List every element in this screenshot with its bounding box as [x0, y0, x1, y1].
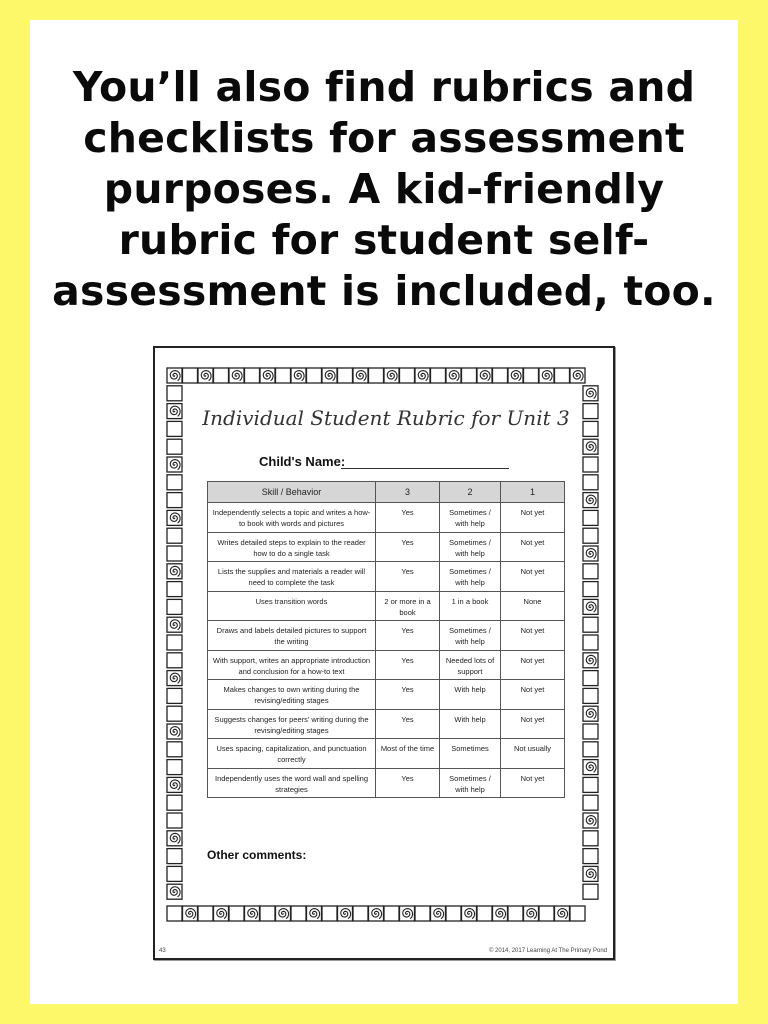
spiral-square-icon — [431, 906, 446, 921]
empty-square-icon — [167, 386, 182, 401]
spiral-square-icon — [167, 777, 182, 792]
empty-square-icon — [583, 831, 598, 846]
rating-cell: Yes — [376, 532, 440, 562]
empty-square-icon — [583, 404, 598, 419]
spiral-square-icon — [353, 368, 368, 383]
spiral-square-icon — [229, 368, 244, 383]
rubric-table — [207, 481, 565, 798]
table-row — [208, 562, 565, 592]
empty-square-icon — [369, 368, 384, 383]
empty-square-icon — [583, 528, 598, 543]
empty-square-icon — [583, 777, 598, 792]
header-cell: 1 — [501, 482, 565, 503]
spiral-square-icon — [583, 493, 598, 508]
spiral-square-icon — [570, 368, 585, 383]
skill-cell: Independently uses the word wall and spelling strategies — [208, 768, 376, 798]
empty-square-icon — [167, 760, 182, 775]
spiral-square-icon — [477, 368, 492, 383]
empty-square-icon — [167, 706, 182, 721]
empty-square-icon — [583, 510, 598, 525]
rating-cell: Not yet — [501, 532, 565, 562]
empty-square-icon — [508, 906, 523, 921]
skill-cell: With support, writes an appropriate introduction and conclusion for a how-to text — [208, 650, 376, 680]
empty-square-icon — [167, 635, 182, 650]
spiral-square-icon — [583, 706, 598, 721]
empty-square-icon — [183, 368, 198, 383]
headline: You’ll also find rubrics and checklists for assessment purposes. A kid-friendly rubric for student self-assessment is included, too. — [52, 63, 716, 315]
spiral-square-icon — [384, 368, 399, 383]
spiral-square-icon — [583, 386, 598, 401]
spiral-square-icon — [583, 439, 598, 454]
spiral-square-icon — [260, 368, 275, 383]
other-comments-label: Other comments: — [207, 848, 307, 862]
skill-cell: Uses spacing, capitalization, and punctuation correctly — [208, 739, 376, 769]
document-title: Individual Student Rubric for Unit 3 — [202, 406, 570, 430]
rubric-page-preview — [153, 346, 615, 960]
table-row — [208, 709, 565, 739]
empty-square-icon — [167, 795, 182, 810]
skill-cell: Draws and labels detailed pictures to support the writing — [208, 621, 376, 651]
empty-square-icon — [477, 906, 492, 921]
spiral-square-icon — [400, 906, 415, 921]
table-row — [208, 650, 565, 680]
spiral-square-icon — [338, 906, 353, 921]
spiral-square-icon — [276, 906, 291, 921]
empty-square-icon — [229, 906, 244, 921]
empty-square-icon — [167, 866, 182, 881]
empty-square-icon — [291, 906, 306, 921]
spiral-square-icon — [291, 368, 306, 383]
spiral-square-icon — [198, 368, 213, 383]
rating-cell: Sometimes / with help — [440, 503, 501, 533]
rating-cell: 1 in a book — [440, 591, 501, 621]
table-row — [208, 739, 565, 769]
empty-square-icon — [384, 906, 399, 921]
empty-square-icon — [570, 906, 585, 921]
empty-square-icon — [167, 546, 182, 561]
spiral-square-icon — [415, 368, 430, 383]
rating-cell: Not yet — [501, 709, 565, 739]
empty-square-icon — [583, 671, 598, 686]
spiral-square-icon — [583, 546, 598, 561]
table-row — [208, 503, 565, 533]
empty-square-icon — [462, 368, 477, 383]
spiral-square-icon — [183, 906, 198, 921]
page-number: 43 — [159, 948, 166, 954]
table-row — [208, 621, 565, 651]
empty-square-icon — [167, 813, 182, 828]
spiral-square-icon — [167, 884, 182, 899]
empty-square-icon — [493, 368, 508, 383]
empty-square-icon — [583, 635, 598, 650]
empty-square-icon — [167, 493, 182, 508]
empty-square-icon — [583, 457, 598, 472]
spiral-square-icon — [555, 906, 570, 921]
empty-square-icon — [539, 906, 554, 921]
spiral-square-icon — [167, 724, 182, 739]
empty-square-icon — [583, 688, 598, 703]
spiral-square-icon — [322, 368, 337, 383]
empty-square-icon — [555, 368, 570, 383]
spiral-square-icon — [214, 906, 229, 921]
skill-cell: Makes changes to own writing during the revising/editing stages — [208, 680, 376, 710]
empty-square-icon — [167, 688, 182, 703]
rating-cell: Yes — [376, 503, 440, 533]
rating-cell: Yes — [376, 621, 440, 651]
header-cell: Skill / Behavior — [208, 482, 376, 503]
empty-square-icon — [167, 906, 182, 921]
table-row — [208, 680, 565, 710]
rating-cell: Sometimes / with help — [440, 562, 501, 592]
skill-cell: Uses transition words — [208, 591, 376, 621]
spiral-square-icon — [167, 617, 182, 632]
spiral-square-icon — [167, 831, 182, 846]
rating-cell: Yes — [376, 709, 440, 739]
empty-square-icon — [167, 528, 182, 543]
table-row — [208, 768, 565, 798]
rating-cell: Sometimes — [440, 739, 501, 769]
skill-cell: Independently selects a topic and writes a how-to book with words and pictures — [208, 503, 376, 533]
spiral-square-icon — [508, 368, 523, 383]
spiral-square-icon — [583, 599, 598, 614]
empty-square-icon — [198, 906, 213, 921]
spiral-square-icon — [167, 510, 182, 525]
empty-square-icon — [260, 906, 275, 921]
rating-cell: Not usually — [501, 739, 565, 769]
empty-square-icon — [307, 368, 322, 383]
rating-cell: Most of the time — [376, 739, 440, 769]
spiral-square-icon — [369, 906, 384, 921]
empty-square-icon — [583, 795, 598, 810]
skill-cell: Suggests changes for peers' writing during the revising/editing stages — [208, 709, 376, 739]
table-header-row — [208, 482, 565, 503]
empty-square-icon — [583, 564, 598, 579]
spiral-square-icon — [167, 457, 182, 472]
skill-cell: Lists the supplies and materials a reader will need to complete the task — [208, 562, 376, 592]
rating-cell: Not yet — [501, 503, 565, 533]
rating-cell: Not yet — [501, 680, 565, 710]
spiral-square-icon — [583, 813, 598, 828]
rating-cell: Sometimes / with help — [440, 532, 501, 562]
spiral-square-icon — [167, 671, 182, 686]
empty-square-icon — [583, 475, 598, 490]
spiral-square-icon — [493, 906, 508, 921]
header-cell: 3 — [376, 482, 440, 503]
spiral-square-icon — [167, 404, 182, 419]
empty-square-icon — [167, 439, 182, 454]
rating-cell: Not yet — [501, 768, 565, 798]
empty-square-icon — [583, 724, 598, 739]
empty-square-icon — [167, 599, 182, 614]
table-row — [208, 532, 565, 562]
spiral-square-icon — [446, 368, 461, 383]
spiral-square-icon — [167, 368, 182, 383]
rating-cell: Yes — [376, 680, 440, 710]
empty-square-icon — [214, 368, 229, 383]
empty-square-icon — [167, 582, 182, 597]
rating-cell: With help — [440, 680, 501, 710]
empty-square-icon — [167, 742, 182, 757]
rating-cell: Sometimes / with help — [440, 621, 501, 651]
spiral-square-icon — [583, 760, 598, 775]
empty-square-icon — [353, 906, 368, 921]
child-name-label: Child's Name: — [259, 454, 346, 469]
spiral-square-icon — [307, 906, 322, 921]
empty-square-icon — [431, 368, 446, 383]
empty-square-icon — [524, 368, 539, 383]
empty-square-icon — [583, 742, 598, 757]
empty-square-icon — [167, 849, 182, 864]
empty-square-icon — [415, 906, 430, 921]
empty-square-icon — [167, 421, 182, 436]
header-cell: 2 — [440, 482, 501, 503]
rating-cell: Sometimes / with help — [440, 768, 501, 798]
copyright-note: © 2014, 2017 Learning At The Primary Pond — [488, 948, 607, 954]
skill-cell: Writes detailed steps to explain to the reader how to do a single task — [208, 532, 376, 562]
rating-cell: 2 or more in a book — [376, 591, 440, 621]
table-row — [208, 591, 565, 621]
rating-cell: Not yet — [501, 621, 565, 651]
empty-square-icon — [167, 653, 182, 668]
rating-cell: Yes — [376, 768, 440, 798]
rating-cell: Needed lots of support — [440, 650, 501, 680]
spiral-square-icon — [524, 906, 539, 921]
spiral-square-icon — [583, 653, 598, 668]
spiral-square-icon — [539, 368, 554, 383]
empty-square-icon — [583, 884, 598, 899]
empty-square-icon — [446, 906, 461, 921]
empty-square-icon — [276, 368, 291, 383]
rating-cell: Yes — [376, 650, 440, 680]
empty-square-icon — [400, 368, 415, 383]
spiral-square-icon — [583, 866, 598, 881]
empty-square-icon — [583, 421, 598, 436]
spiral-square-icon — [462, 906, 477, 921]
rating-cell: Not yet — [501, 650, 565, 680]
empty-square-icon — [322, 906, 337, 921]
rating-cell: Not yet — [501, 562, 565, 592]
empty-square-icon — [167, 475, 182, 490]
empty-square-icon — [583, 617, 598, 632]
rating-cell: None — [501, 591, 565, 621]
rating-cell: Yes — [376, 562, 440, 592]
spiral-square-icon — [167, 564, 182, 579]
spiral-square-icon — [245, 906, 260, 921]
rating-cell: With help — [440, 709, 501, 739]
empty-square-icon — [245, 368, 260, 383]
empty-square-icon — [338, 368, 353, 383]
child-name-line — [341, 468, 509, 469]
empty-square-icon — [583, 849, 598, 864]
empty-square-icon — [583, 582, 598, 597]
